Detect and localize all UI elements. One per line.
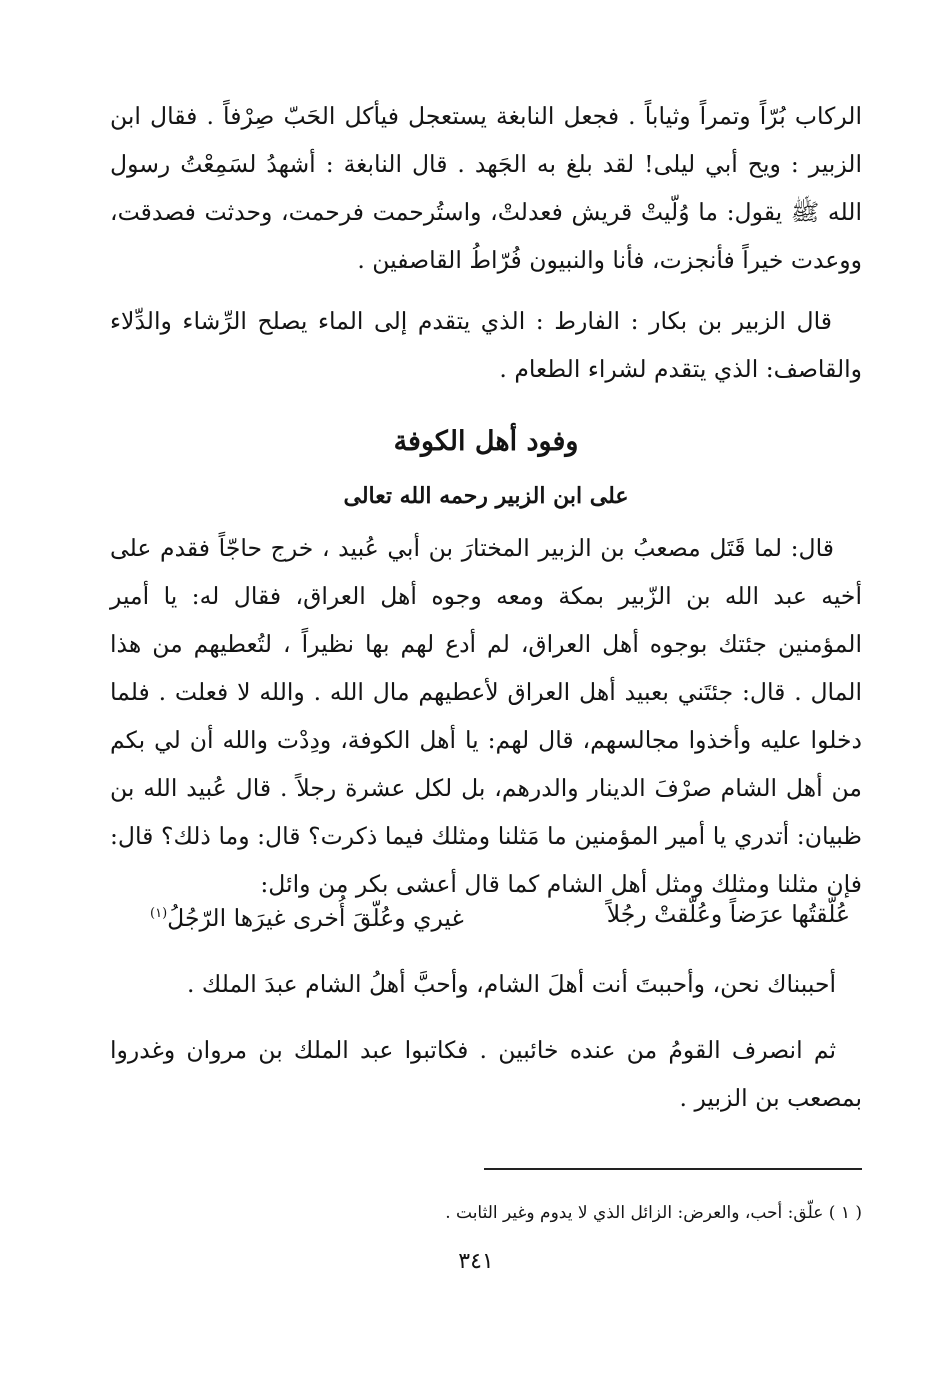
paragraph-2: قال الزبير بن بكار : الفارط : الذي يتقدم إلى الماء يصلح الرِّشاء والدِّلاء والقاصف: الذي يتقدم لشراء الطعام .: [110, 307, 862, 383]
paragraph-1: الركاب بُرّاً وتمراً وثياباً . فجعل النابغة يستعجل فيأكل الحَبّ صِرْفاً . فقال ابن الزبير : ويح أبي ليلى! لقد بلغ به الجَهد . قال النابغة : أشهدُ لسَمِعْتُ رسول الله ﷺ يقول: ما وُلّيتْ قريش فعدلتْ، واستُرحمت فرحمت، وحدثت فصدقت، ووعدت خيراً فأنجزت، فأنا والنبيون فُرّاطُ القاصفين .: [110, 102, 862, 274]
section-subheading: على ابن الزبير رحمه الله تعالى: [343, 483, 629, 509]
verse-second-hemistich: [150, 890, 464, 942]
footnote: ( ١ ) علّق: أحب، والعرض: الزائل الذي لا يدوم وغير الثابت .: [445, 1203, 862, 1223]
verse-first-text: عُلّقتُها عرَضاً وعُلّقتْ رجُلاً: [606, 900, 850, 928]
paragraph-3: قال: لما قَتَل مصعبُ بن الزبير المختارَ بن أبي عُبيد ، خرج حاجّاً فقدم على أخيه عبد الله بن الزّبير بمكة ومعه وجوه أهل العراق، فقال له: يا أمير المؤمنين جئتك بوجوه أهل العراق، لم أدع لهم بها نظيراً ، لتُعطيهم من هذا المال . قال: جئتَني بعبيد أهل العراق لأعطيهم مال الله . والله لا فعلت . فلما دخلوا عليه وأخذوا مجالسهم، قال لهم: يا أهل الكوفة، ودِدْت والله أن لي بكم من أهل الشام صرْفَ الدينار والدرهم، بل لكل عشرة رجلاً . قال عُبيد الله بن ظبيان: أتدري يا أمير المؤمنين ما مَثلنا ومثلك فيما ذكرت؟ قال: وما ذلك؟ قال: فإن مثلنا ومثلك ومثل أهل الشام كما قال أعشى بكر من وائل:: [110, 534, 862, 898]
page-number: ٣٤١: [458, 1249, 494, 1274]
footnote-separator: [484, 1168, 862, 1170]
verse-first-hemistich: [607, 890, 850, 942]
verse-second-text: غيري وعُلّقَ أُخرى غيرَها الرّجُلُ: [167, 903, 464, 932]
footnote-marker: (١): [150, 906, 168, 921]
paragraph-4: أحببناك نحن، وأحببتَ أنت أهلَ الشام، وأحبَّ أهلُ الشام عبدَ الملك .: [186, 970, 836, 998]
paragraph-5: ثم انصرف القومُ من عنده خائبين . فكاتبوا عبد الملك بن مروان وغدروا بمصعب بن الزبير .: [110, 1036, 862, 1112]
poem-verse: [150, 890, 850, 942]
section-heading: وفود أهل الكوفة: [393, 426, 579, 457]
